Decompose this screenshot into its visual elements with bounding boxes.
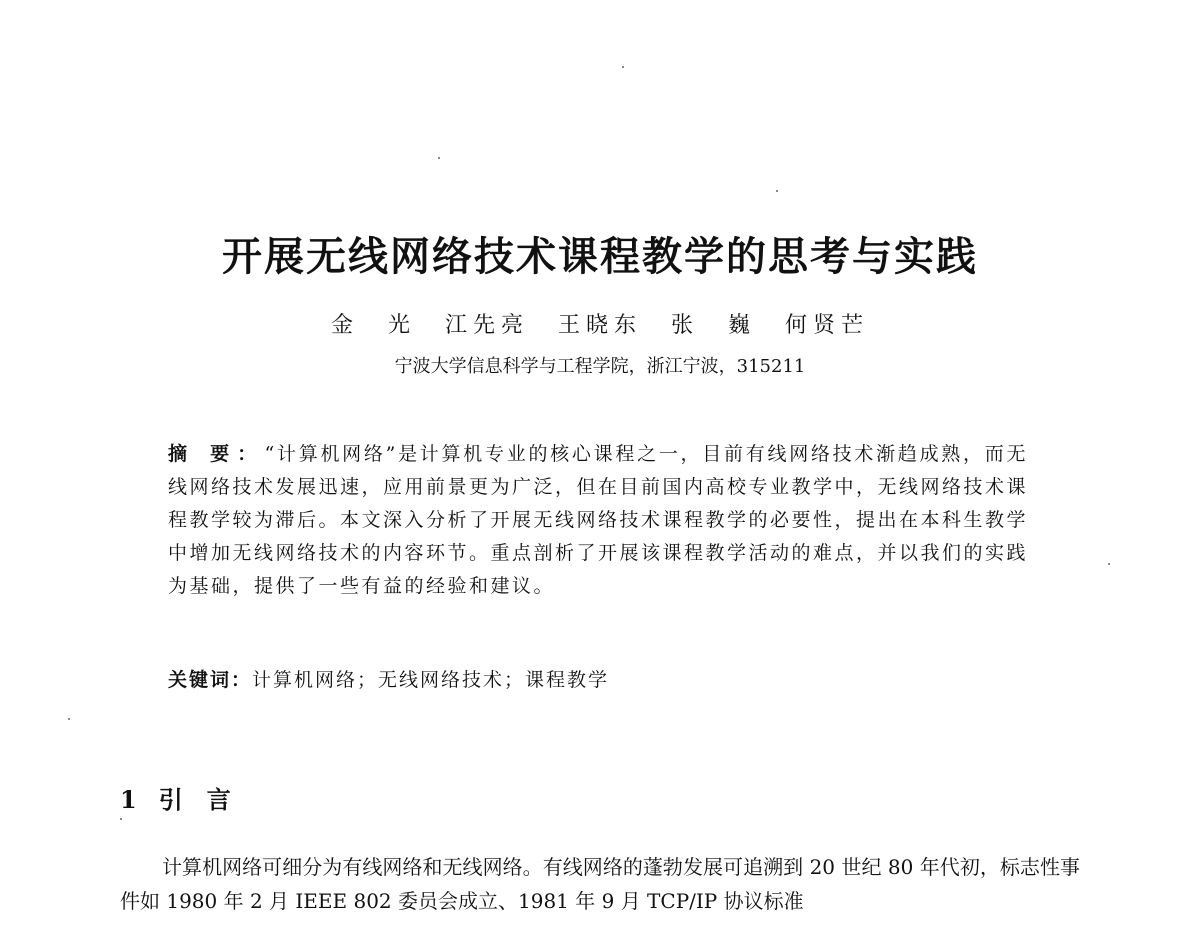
abstract-text: “计算机网络”是计算机专业的核心课程之一，目前有线网络技术渐趋成熟，而无线网络技术发展迅速，应用前景更为广泛，但在目前国内高校专业教学中，无线网络技术课程教学较为滞后。本文深入分析了开展无线网络技术课程教学的必要性，提出在本科生教学中增加无线网络技术的内容环节。重点剖析了开展该课程教学活动的难点，并以我们的实践为基础，提供了一些有益的经验和建议。 xyxy=(168,443,1029,597)
abstract-label: 摘 要： xyxy=(168,443,265,465)
keywords-label: 关键词： xyxy=(168,669,253,691)
section-number: 1 xyxy=(120,785,137,814)
body-paragraph: 计算机网络可细分为有线网络和无线网络。有线网络的蓬勃发展可追溯到 20 世纪 80 年代初，标志性事件如 1980 年 2 月 IEEE 802 委员会成立、1981 年 9 月 TCP/IP 协议标准 xyxy=(120,855,1080,913)
paper-title: 开展无线网络技术课程教学的思考与实践 xyxy=(222,233,978,280)
scan-speck xyxy=(68,718,70,720)
keywords-text: 计算机网络；无线网络技术；课程教学 xyxy=(252,669,610,691)
abstract xyxy=(168,438,1028,603)
keywords xyxy=(168,665,1028,692)
section-heading xyxy=(120,780,255,815)
scan-speck xyxy=(438,157,440,159)
section-title: 引言 xyxy=(158,785,255,814)
affiliation: 宁波大学信息科学与工程学院，浙江宁波，315211 xyxy=(394,356,806,377)
scan-speck xyxy=(622,66,624,68)
author-list: 金 光 江先亮 王晓东 张 巍 何贤芒 xyxy=(331,313,869,338)
scan-speck xyxy=(776,190,778,192)
scan-speck xyxy=(120,818,122,820)
scan-speck xyxy=(1108,563,1110,565)
